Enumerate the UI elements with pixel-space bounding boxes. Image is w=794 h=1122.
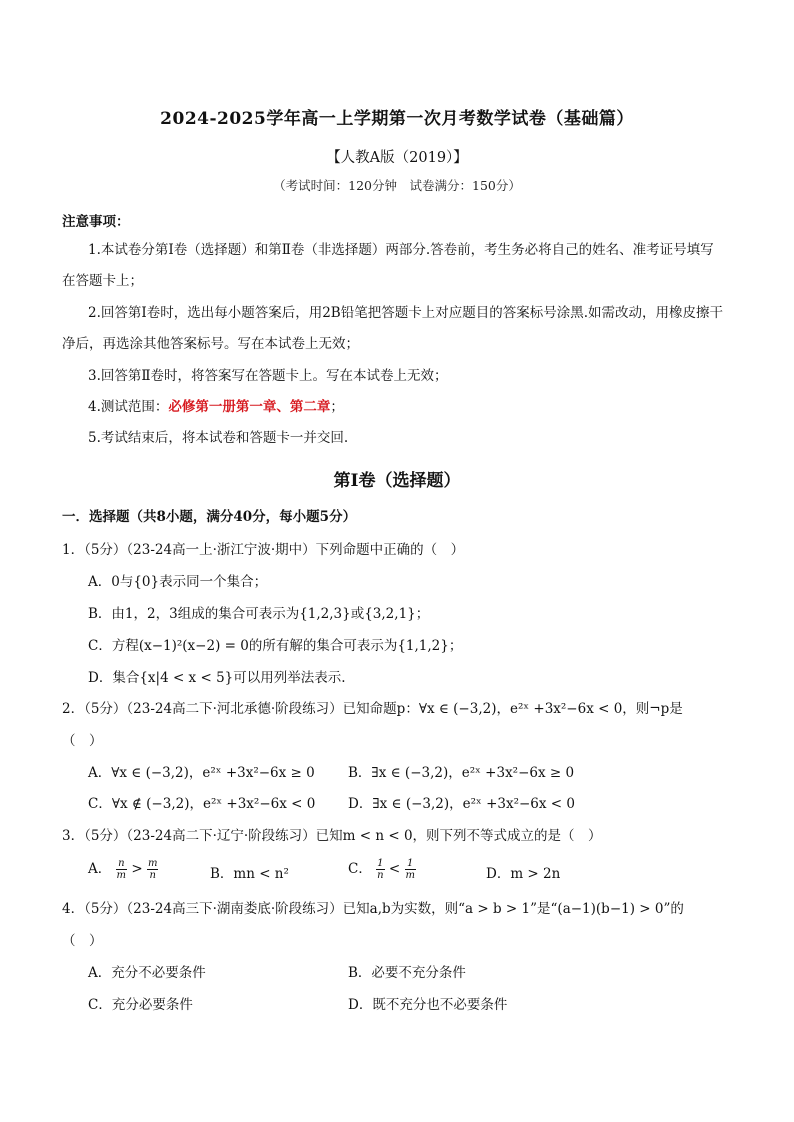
- exam-title: 2024-2025学年高一上学期第一次月考数学试卷（基础篇）: [160, 109, 634, 129]
- question-1-option-b: B．由1，2，3组成的集合可表示为{1,2,3}或{3,2,1}；: [88, 606, 430, 622]
- question-4-option-a: A．充分不必要条件: [88, 965, 206, 981]
- notice-item-2-line-1: 2.回答第Ⅰ卷时，选出每小题答案后，用2B铅笔把答题卡上对应题目的答案标号涂黑.如需改动，用橡皮擦干: [88, 305, 724, 321]
- fraction-m-over-n: $\frac{m}{n}$: [147, 858, 158, 881]
- notice-item-3: 3.回答第Ⅱ卷时，将答案写在答题卡上。写在本试卷上无效；: [88, 368, 448, 384]
- question-2-option-c: C．∀x ∉ (−3,2)，e²ˣ +3x²−6x < 0: [88, 796, 316, 812]
- question-1-option-a: A．0与{0}表示同一个集合；: [88, 574, 268, 590]
- question-group-heading: 一．选择题（共8小题，满分40分，每小题5分）: [62, 509, 357, 525]
- question-3-option-c: [348, 857, 416, 881]
- question-2-option-b: B．∃x ∈ (−3,2)，e²ˣ +3x²−6x ≥ 0: [348, 765, 575, 781]
- test-range-highlight: 必修第一册第一章、第二章: [168, 399, 331, 415]
- question-3-option-d: D．m > 2n: [486, 866, 561, 882]
- fraction-n-over-m: $\frac{n}{m}$: [116, 858, 127, 881]
- question-1-option-d: D．集合{x|4 < x < 5}可以用列举法表示.: [88, 670, 346, 686]
- notice-item-1-line-2: 在答题卡上；: [62, 273, 143, 289]
- notice-item-2-line-2: 净后，再选涂其他答案标号。写在本试卷上无效；: [62, 336, 359, 352]
- exam-time-info: （考试时间：120分钟 试卷满分：150分）: [273, 178, 521, 193]
- inequality-sign: >: [131, 861, 143, 877]
- section-title: 第Ⅰ卷（选择题）: [333, 471, 461, 491]
- question-4-option-d: D．既不充分也不必要条件: [348, 997, 508, 1013]
- question-4-answer-paren: （ ）: [62, 933, 103, 949]
- question-3-stem: 3．（5分）（23-24高二下·辽宁·阶段练习）已知m < n < 0，则下列不等式成立的是（ ）: [62, 828, 602, 844]
- notice-heading: 注意事项：: [62, 214, 130, 230]
- notice-item-5: 5.考试结束后，将本试卷和答题卡一并交回.: [88, 430, 349, 446]
- question-2-stem: 2．（5分）（23-24高二下·河北承德·阶段练习）已知命题p：∀x ∈ (−3,2)，e²ˣ +3x²−6x < 0，则¬p是: [62, 701, 683, 717]
- fraction-1-over-m: $\frac{1}{m}$: [405, 858, 415, 881]
- notice-item-4-prefix: 4.测试范围：: [88, 399, 169, 415]
- notice-item-1-line-1: 1.本试卷分第Ⅰ卷（选择题）和第Ⅱ卷（非选择题）两部分.答卷前，考生务必将自己的姓名、准考证号填写: [88, 242, 714, 258]
- question-4-stem: 4．（5分）（23-24高三下·湖南娄底·阶段练习）已知a,b为实数，则“a > b > 1”是“(a−1)(b−1) > 0”的: [62, 901, 684, 917]
- question-1-option-c: C．方程(x−1)²(x−2) = 0的所有解的集合可表示为{1,1,2}；: [88, 638, 463, 654]
- question-2-option-d: D．∃x ∈ (−3,2)，e²ˣ +3x²−6x < 0: [348, 796, 575, 812]
- question-1-stem: 1．（5分）（23-24高一上·浙江宁波·期中）下列命题中正确的（ ）: [62, 542, 465, 558]
- question-4-option-c: C．充分必要条件: [88, 997, 193, 1013]
- option-c-label: C．: [348, 861, 372, 877]
- question-3-option-b: B．mn < n²: [210, 866, 289, 882]
- notice-item-4: [88, 397, 344, 417]
- fraction-1-over-n: $\frac{1}{n}$: [377, 858, 384, 881]
- edition-label: 【人教A版（2019）】: [326, 150, 468, 166]
- question-4-option-b: B．必要不充分条件: [348, 965, 466, 981]
- question-3-option-a: [88, 857, 158, 881]
- question-2-option-a: A．∀x ∈ (−3,2)，e²ˣ +3x²−6x ≥ 0: [88, 765, 315, 781]
- notice-item-4-suffix: ；: [330, 399, 344, 415]
- option-a-label: A．: [88, 861, 112, 877]
- question-2-answer-paren: （ ）: [62, 733, 103, 749]
- inequality-sign: <: [388, 861, 401, 877]
